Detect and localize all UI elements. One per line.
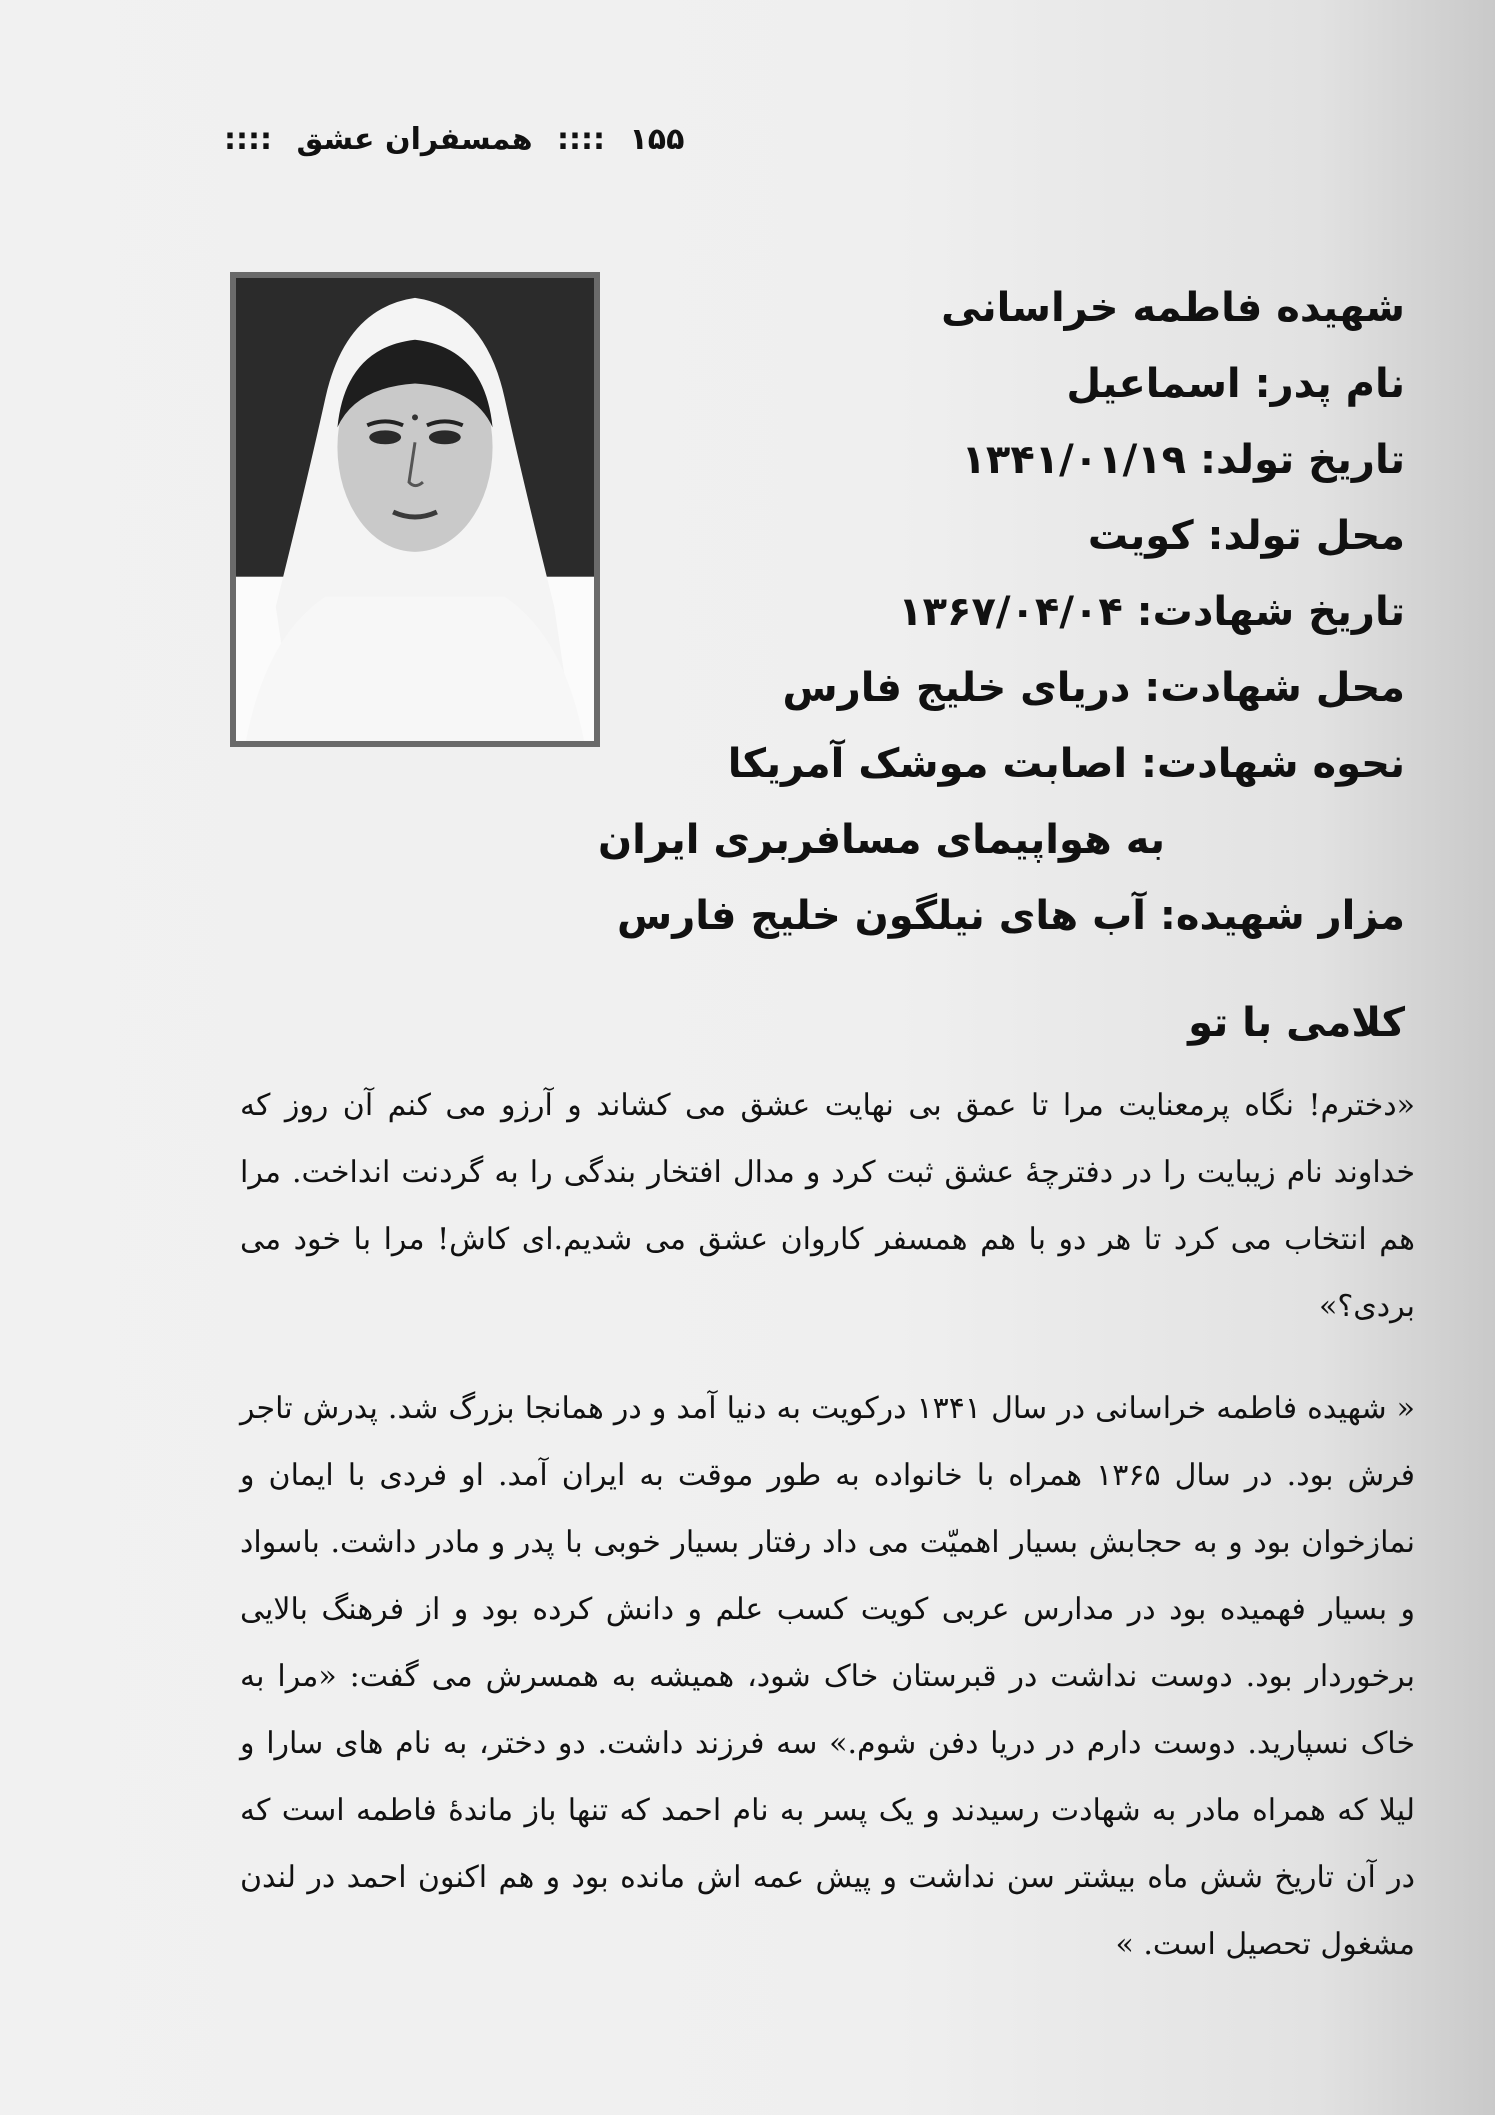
book-title: همسفران عشق bbox=[296, 122, 533, 157]
birth-date: تاریخ تولد: ۱۳۴۱/۰۱/۱۹ bbox=[961, 437, 1405, 483]
portrait-photo bbox=[230, 272, 600, 747]
header-trailing-separator: :::: bbox=[224, 122, 272, 157]
burial-place: مزار شهیده: آب های نیلگون خلیج فارس bbox=[617, 893, 1405, 939]
martyrdom-manner-continued: به هواپیمای مسافربری ایران bbox=[597, 817, 1165, 863]
paragraph-biography: « شهیده فاطمه خراسانی در سال ۱۳۴۱ درکویت به دنیا آمد و در همانجا بزرگ شد. پدرش تاجر فرش بود. در سال ۱۳۶۵ همراه با خانواده به طور موقت به ایران آمد. او فردی با ایمان و نمازخوان بود و به حجابش بسیار اهمیّت می داد رفتار بسیار خوبی با پدر و مادر داشت. باسواد و بسیار فهمیده بود در مدارس عربی کویت کسب علم و دانش کرده بود و از فرهنگ بالایی برخوردار بود. دوست نداشت در قبرستان خاک شود، همیشه به همسرش می گفت: «مرا به خاک نسپارید. دوست دارم در دریا دفن شوم.» سه فرزند داشت. دو دختر، به نام های سارا و لیلا که همراه مادر به شهادت رسیدند و یک پسر به نام احمد که تنها باز ماندهٔ فاطمه است که در آن تاریخ شش ماه بیشتر سن نداشت و پیش عمه اش مانده بود و هم اکنون احمد در لندن مشغول تحصیل است. » bbox=[240, 1391, 1415, 1962]
page-number: ۱۵۵ bbox=[629, 122, 685, 157]
martyr-profile bbox=[597, 270, 1405, 954]
father-name: نام پدر: اسماعیل bbox=[1066, 361, 1405, 407]
section-title: کلامی با تو bbox=[1188, 1000, 1405, 1046]
martyrdom-manner: نحوه شهادت: اصابت موشک آمریکا bbox=[727, 741, 1405, 787]
birth-place: محل تولد: کویت bbox=[1087, 513, 1405, 559]
paragraph-quote: «دخترم! نگاه پرمعنایت مرا تا عمق بی نهایت عشق می کشاند و آرزو می کنم آن روز که خداوند نام زیبایت را در دفترچهٔ عشق ثبت کرد و مدال افتخار بندگی را به گردنت انداخت. مرا هم انتخاب می کرد تا هر دو با هم همسفر کاروان عشق می شدیم.ای کاش! مرا با خود می بردی؟» bbox=[240, 1088, 1415, 1324]
portrait-image bbox=[236, 278, 594, 741]
header-separator: :::: bbox=[557, 122, 605, 157]
martyr-name: شهیده فاطمه خراسانی bbox=[941, 285, 1405, 331]
martyrdom-date: تاریخ شهادت: ۱۳۶۷/۰۴/۰۴ bbox=[898, 589, 1405, 635]
martyrdom-place: محل شهادت: دریای خلیج فارس bbox=[782, 665, 1405, 711]
running-header bbox=[210, 122, 684, 157]
